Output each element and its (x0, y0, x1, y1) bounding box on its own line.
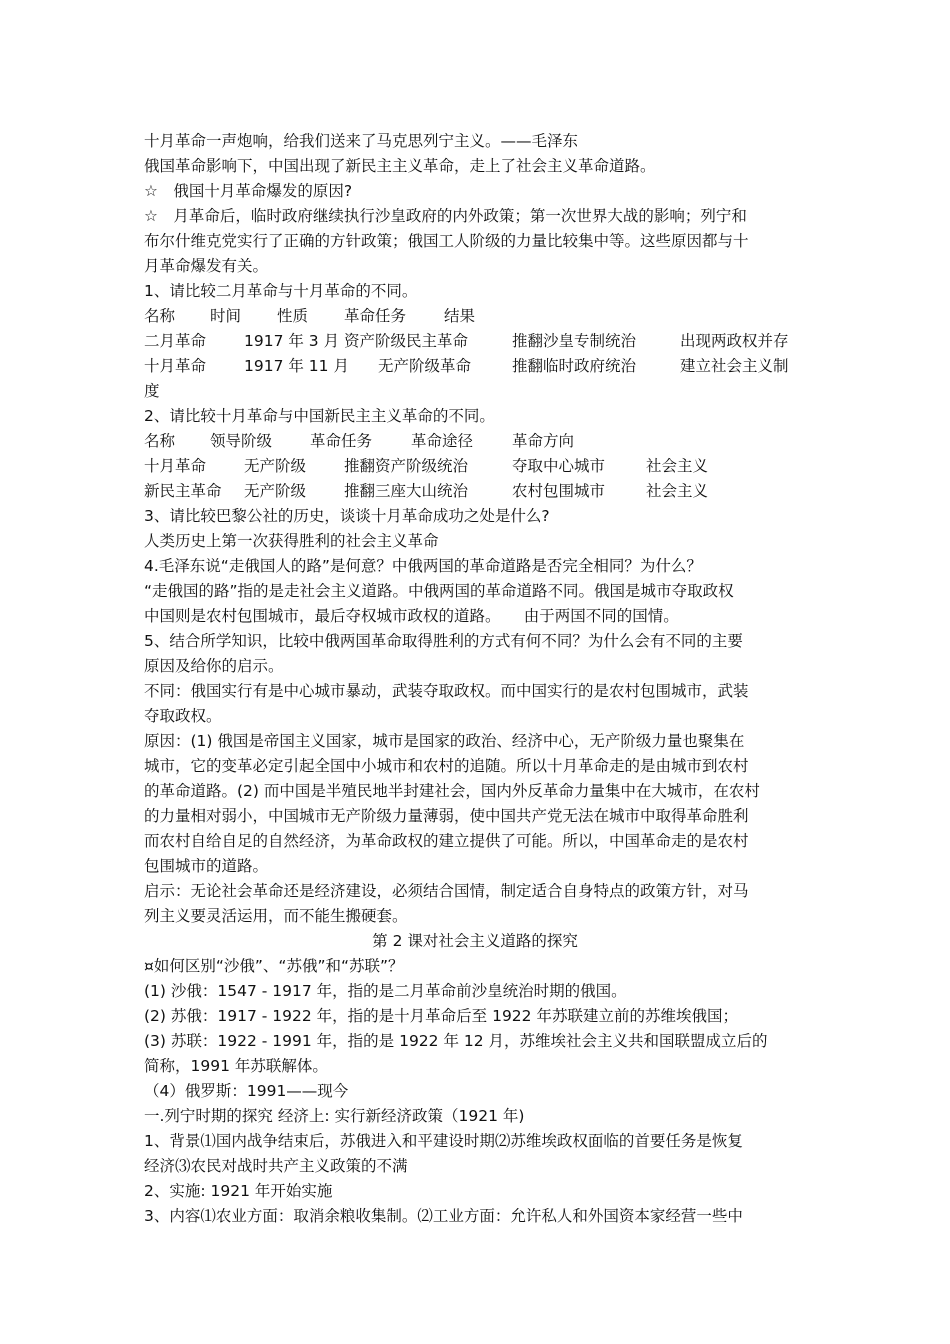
table-cell: 1917 年 11 月 (244, 357, 349, 375)
text-line: 而农村自给自足的自然经济，为革命政权的建立提供了可能。所以，中国革命走的是农村 (144, 832, 749, 850)
text-line: 经济⑶农民对战时共产主义政策的不满 (144, 1157, 408, 1175)
table-cell: 资产阶级民主革命 (344, 332, 469, 350)
table-cell: 无产阶级 (244, 482, 307, 500)
table-header-cell: 革命途径 (411, 432, 474, 450)
table-cell: 十月革命 (144, 457, 207, 475)
table-cell: 推翻三座大山统治 (344, 482, 469, 500)
table-cell: 社会主义 (646, 482, 709, 500)
text-line: 布尔什维克党实行了正确的方针政策；俄国工人阶级的力量比较集中等。这些原因都与十 (144, 232, 749, 250)
text-line: (3) 苏联：1922 - 1991 年，指的是 1922 年 12 月，苏维埃社会主义共和国联盟成立后的 (144, 1032, 768, 1050)
text-line: 1、请比较二月革命与十月革命的不同。 (144, 282, 418, 300)
table-cell: 出现两政权并存 (680, 332, 789, 350)
text-line: 中国则是农村包围城市，最后夺权城市政权的道路。 由于两国不同的国情。 (144, 607, 679, 625)
table-cell: 推翻临时政府统治 (512, 357, 637, 375)
table-cell: 社会主义 (646, 457, 709, 475)
table-cell: 推翻资产阶级统治 (344, 457, 469, 475)
table-header-cell: 名称 (144, 432, 176, 450)
text-line: 城市，它的变革必定引起全国中小城市和农村的追随。所以十月革命走的是由城市到农村 (144, 757, 749, 775)
table-header-cell: 革命任务 (310, 432, 373, 450)
table-cell: 农村包围城市 (512, 482, 606, 500)
table-cell: 推翻沙皇专制统治 (512, 332, 637, 350)
text-line: 列主义要灵活运用，而不能生搬硬套。 (144, 907, 408, 925)
text-line: ¤如何区别“沙俄”、“苏俄”和“苏联”？ (144, 957, 404, 975)
text-line: (1) 沙俄：1547 - 1917 年，指的是二月革命前沙皇统治时期的俄国。 (144, 982, 627, 1000)
text-line: 简称，1991 年苏联解体。 (144, 1057, 328, 1075)
text-line: 人类历史上第一次获得胜利的社会主义革命 (144, 532, 439, 550)
text-line: ☆ 月革命后，临时政府继续执行沙皇政府的内外政策；第一次世界大战的影响；列宁和 (144, 207, 747, 225)
table-header-cell: 性质 (277, 307, 309, 325)
table-header-cell: 领导阶级 (210, 432, 273, 450)
text-line: 5、结合所学知识，比较中俄两国革命取得胜利的方式有何不同？为什么会有不同的主要 (144, 632, 743, 650)
text-line: 的革命道路。(2) 而中国是半殖民地半封建社会，国内外反革命力量集中在大城市，在农村 (144, 782, 760, 800)
text-line: 十月革命一声炮响，给我们送来了马克思列宁主义。——毛泽东 (144, 132, 579, 150)
text-line: 2、请比较十月革命与中国新民主主义革命的不同。 (144, 407, 495, 425)
table-header-cell: 结果 (444, 307, 476, 325)
text-line: 包围城市的道路。 (144, 857, 269, 875)
text-line: (2) 苏俄：1917 - 1922 年，指的是十月革命后至 1922 年苏联建立前的苏维埃俄国； (144, 1007, 738, 1025)
table-cell: 新民主革命 (144, 482, 222, 500)
table-cell: 1917 年 3 月 (244, 332, 340, 350)
text-line: 俄国革命影响下，中国出现了新民主主义革命，走上了社会主义革命道路。 (144, 157, 656, 175)
text-line: 原因：(1) 俄国是帝国主义国家，城市是国家的政治、经济中心，无产阶级力量也聚集在 (144, 732, 745, 750)
section-title: 第 2 课对社会主义道路的探究 (372, 932, 578, 950)
text-line: “走俄国的路”指的是走社会主义道路。中俄两国的革命道路不同。俄国是城市夺取政权 (144, 582, 734, 600)
text-line: 2、实施: 1921 年开始实施 (144, 1182, 333, 1200)
table-cell: 无产阶级革命 (378, 357, 472, 375)
text-line: 3、内容⑴农业方面：取消余粮收集制。⑵工业方面：允许私人和外国资本家经营一些中 (144, 1207, 743, 1225)
text-line: 夺取政权。 (144, 707, 222, 725)
table-cell: 二月革命 (144, 332, 207, 350)
table-cell: 夺取中心城市 (512, 457, 606, 475)
text-line: 原因及给你的启示。 (144, 657, 284, 675)
text-line: 月革命爆发有关。 (144, 257, 269, 275)
text-line: （4）俄罗斯：1991——现今 (144, 1082, 349, 1100)
table-cell: 建立社会主义制 (680, 357, 789, 375)
text-line: 一.列宁时期的探究 经济上: 实行新经济政策（1921 年) (144, 1107, 525, 1125)
table-header-cell: 革命任务 (344, 307, 407, 325)
table-header-cell: 革命方向 (512, 432, 575, 450)
table-header-cell: 名称 (144, 307, 176, 325)
text-line: 3、请比较巴黎公社的历史，谈谈十月革命成功之处是什么? (144, 507, 550, 525)
table-header-cell: 时间 (210, 307, 242, 325)
text-line: 的力量相对弱小，中国城市无产阶级力量薄弱，使中国共产党无法在城市中取得革命胜利 (144, 807, 749, 825)
text-line: 4.毛泽东说“走俄国人的路”是何意？中俄两国的革命道路是否完全相同？为什么？ (144, 557, 702, 575)
table-wrap-text: 度 (144, 382, 160, 400)
text-line: 1、背景⑴国内战争结束后，苏俄进入和平建设时期⑵苏维埃政权面临的首要任务是恢复 (144, 1132, 743, 1150)
table-cell: 十月革命 (144, 357, 207, 375)
text-line: 不同：俄国实行有是中心城市暴动，武装夺取政权。而中国实行的是农村包围城市，武装 (144, 682, 749, 700)
table-cell: 无产阶级 (244, 457, 307, 475)
text-line: 启示：无论社会革命还是经济建设，必须结合国情，制定适合自身特点的政策方针，对马 (144, 882, 749, 900)
text-line: ☆ 俄国十月革命爆发的原因? (144, 182, 353, 200)
